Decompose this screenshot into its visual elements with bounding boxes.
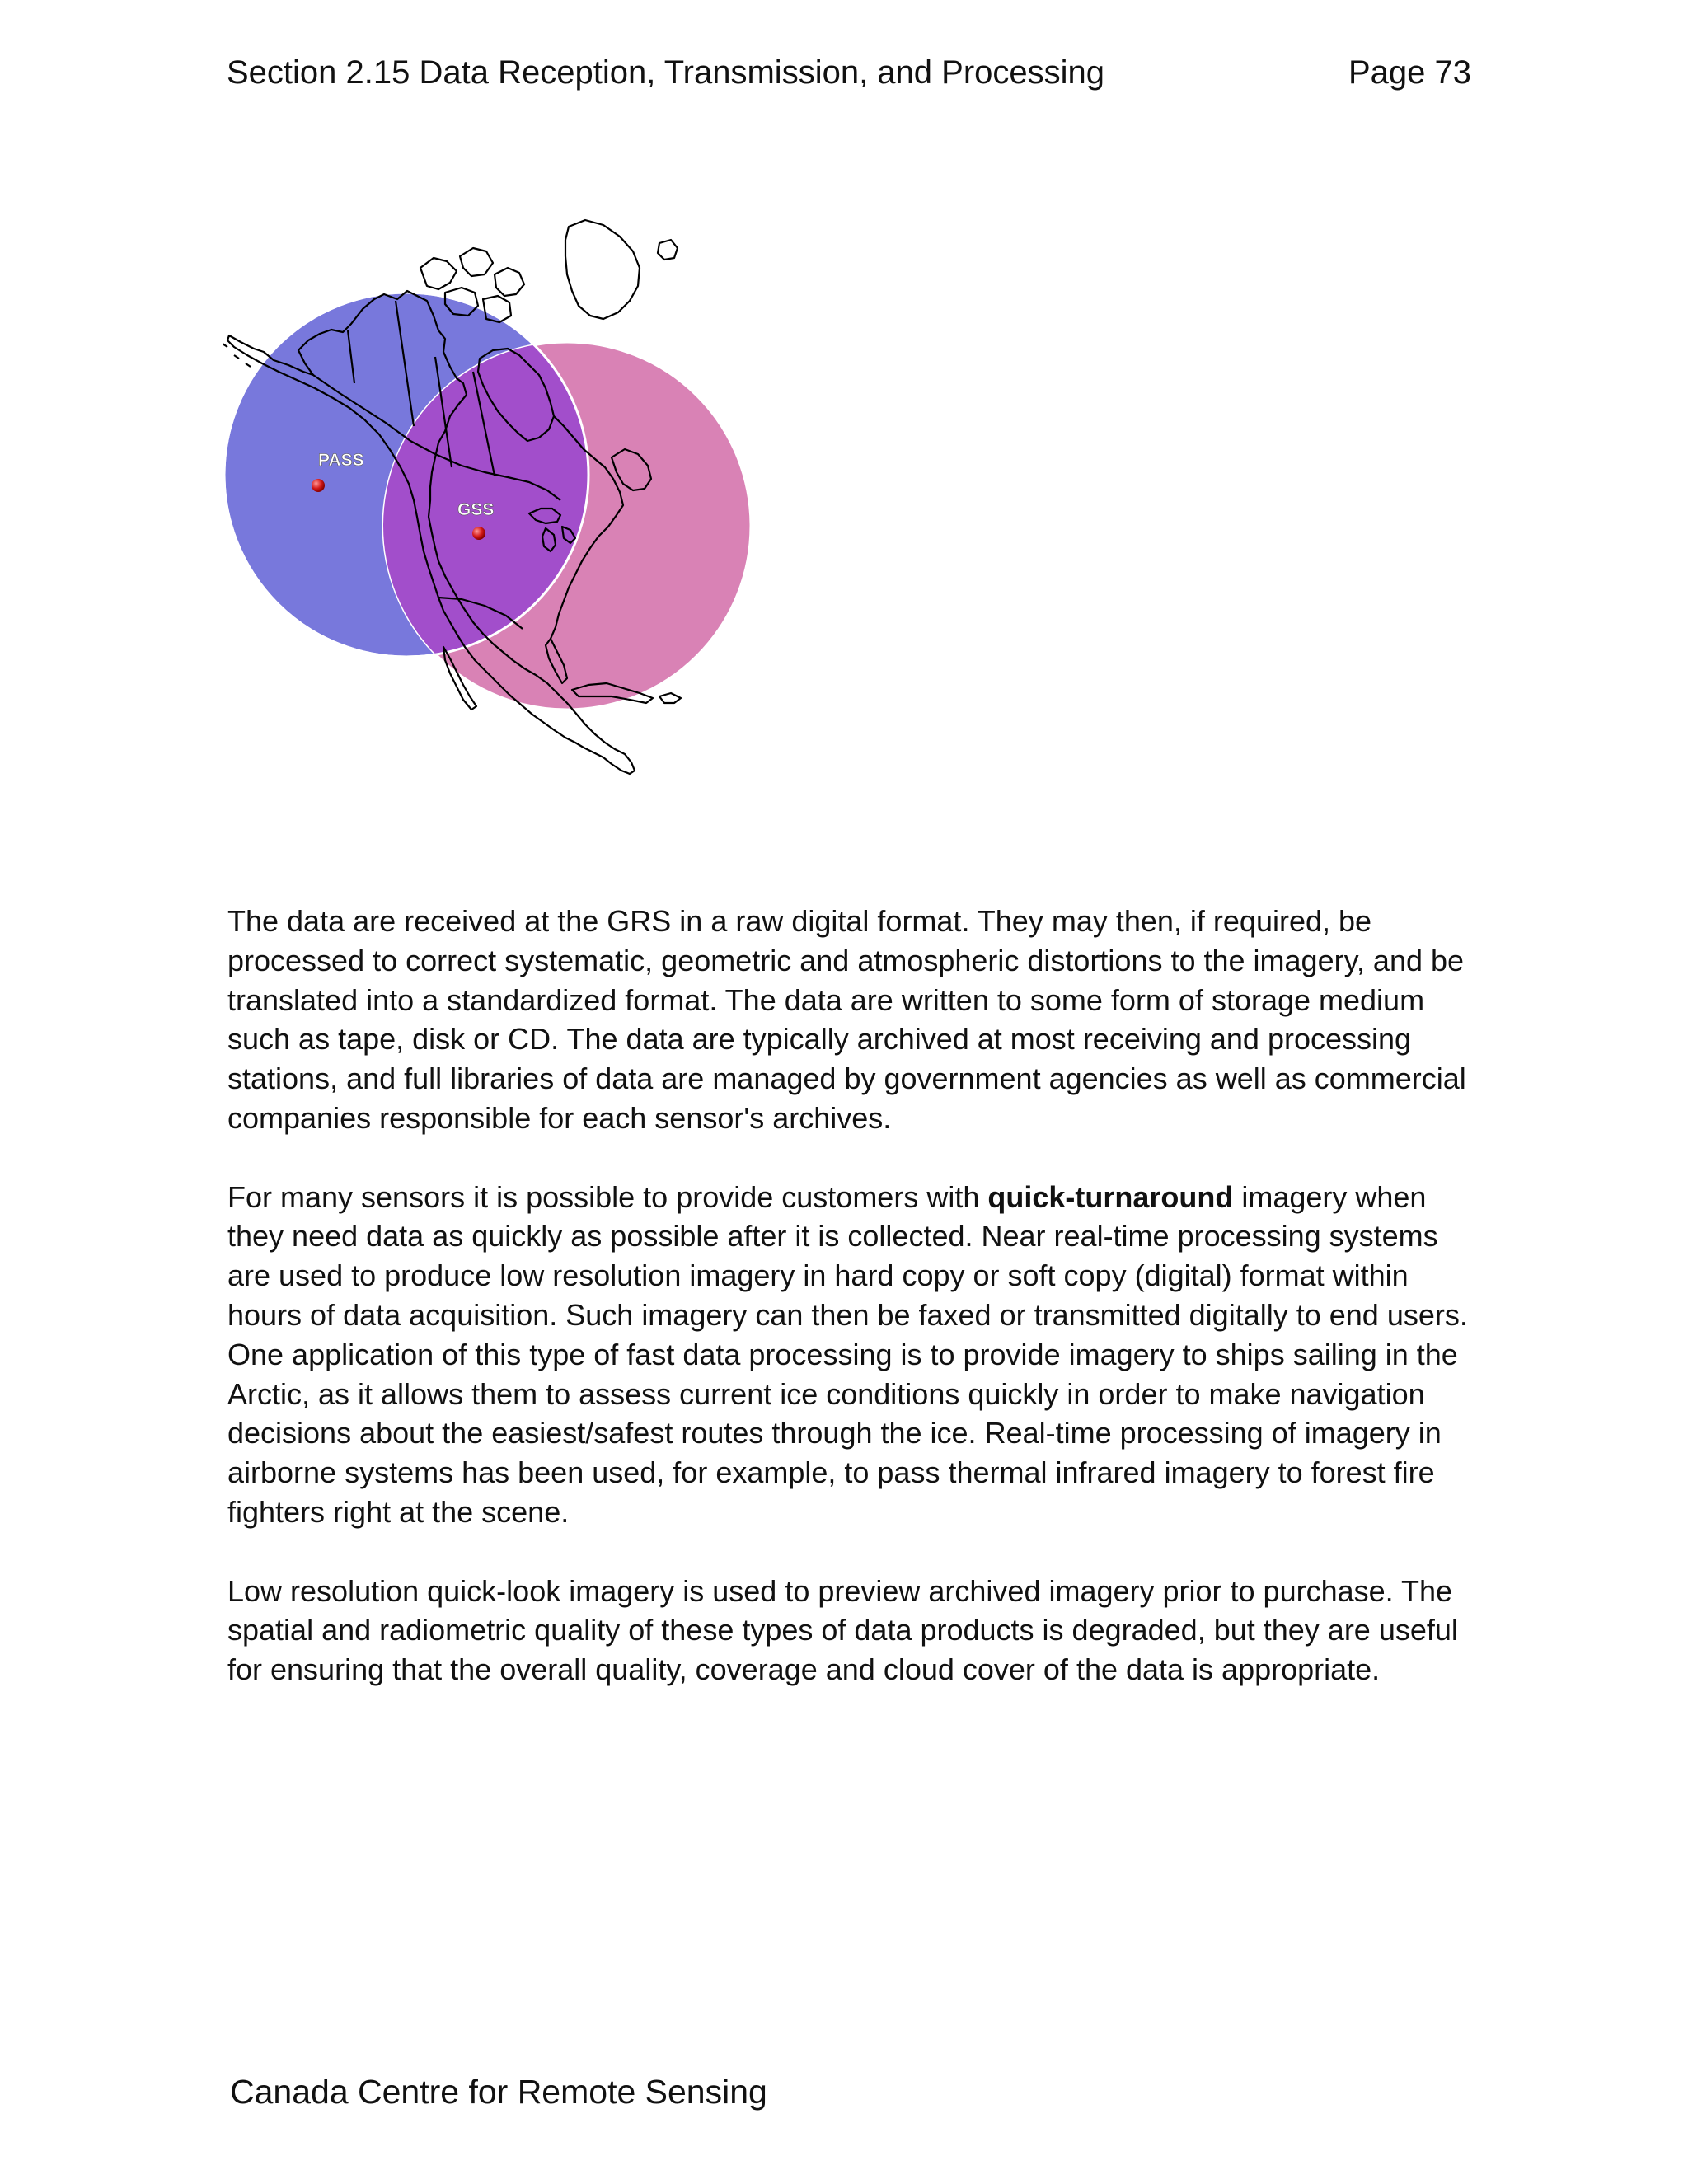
pass-label: PASS xyxy=(318,451,364,470)
pass-station-marker xyxy=(312,479,325,492)
paragraph-quick-turnaround-lead: For many sensors it is possible to provide customers with xyxy=(227,1179,988,1214)
gss-label: GSS xyxy=(457,500,495,519)
page-number: Page 73 xyxy=(1348,54,1472,91)
paragraph-quick-turnaround xyxy=(227,1178,1489,1532)
body-text xyxy=(227,902,1489,1729)
paragraph-quick-turnaround-rest: imagery when they need data as quickly as possible after it is collected. Near real-time processing systems are used to produce low resolution imagery in hard copy or soft copy (digital) format within hours of data acquisition. Such imagery can then be faxed or transmitted digitally to end users. One application of this type of fast data processing is to provide imagery to ships sailing in the Arctic, as it allows them to assess current ice conditions quickly in order to make navigation decisions about the easiest/safest routes through the ice. Real-time processing of imagery in airborne systems has been used, for example, to pass thermal infrared imagery to forest fire fighters right at the scene. xyxy=(227,1179,1468,1529)
section-title: Section 2.15 Data Reception, Transmission, and Processing xyxy=(227,54,1105,91)
term-quick-turnaround: quick-turnaround xyxy=(987,1179,1234,1214)
footer-organization: Canada Centre for Remote Sensing xyxy=(230,2073,767,2111)
gss-station-marker xyxy=(472,527,485,540)
ground-station-coverage-map xyxy=(223,210,837,837)
paragraph-data-processing: The data are received at the GRS in a raw digital format. They may then, if required, be processed to correct systematic, geometric and atmospheric distortions to the imagery, and be translated into a standardized format. The data are written to some form of storage medium such as tape, disk or CD. The data are typically archived at most receiving and processing stations, and full libraries of data are managed by government agencies as well as commercial companies responsible for each sensor's archives. xyxy=(227,904,1466,1135)
paragraph-quick-look: Low resolution quick-look imagery is used to preview archived imagery prior to purchase. The spatial and radiometric quality of these types of data products is degraded, but they are useful for ensuring that the overall quality, coverage and cloud cover of the data is appropriate. xyxy=(227,1573,1458,1687)
